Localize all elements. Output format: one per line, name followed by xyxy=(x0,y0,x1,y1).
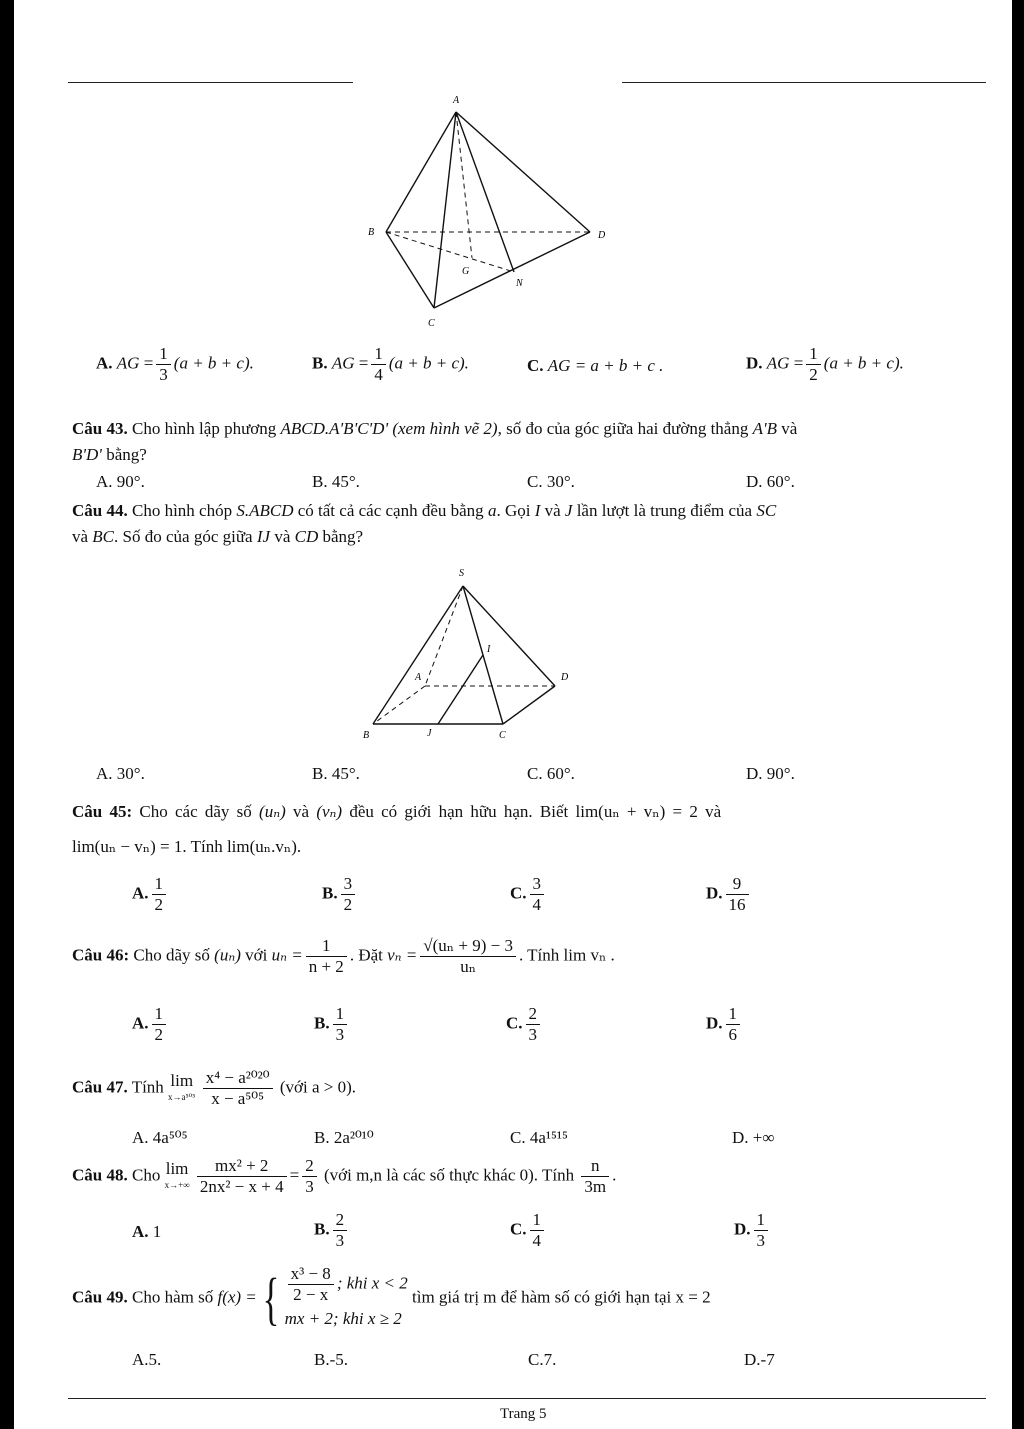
q47-option-c: C. 4a¹⁵¹⁵ xyxy=(510,1128,568,1147)
label-B: B xyxy=(363,730,370,741)
edge-AB-hidden xyxy=(373,686,425,724)
label-J: J xyxy=(427,728,432,739)
label-N: N xyxy=(516,278,523,289)
edge-CD xyxy=(503,686,555,724)
q47-option-b: B. 2a²⁰¹⁰ xyxy=(314,1128,374,1147)
q47-option-a: A. 4a⁵⁰⁵ xyxy=(132,1128,188,1147)
q43-line2: B'D' bằng? xyxy=(72,445,147,464)
edge-BN-hidden xyxy=(386,232,514,272)
left-border xyxy=(0,0,14,1429)
q48-option-a: A. 1 xyxy=(132,1222,162,1241)
q45-option-d: D. $\frac{9}{16}$ xyxy=(706,874,752,915)
edge-AB xyxy=(386,112,456,232)
q49-option-a: A.5. xyxy=(132,1350,162,1369)
q43-option-a: A. 90°. xyxy=(96,472,145,491)
label-A: A xyxy=(415,672,422,683)
q44-line1: Câu 44. Cho hình chóp S.ABCD có tất cả các cạnh đều bằng a. Gọi I và J lần lượt là trung điểm của SC xyxy=(72,501,777,520)
q49-line: Câu 49. Cho hàm số f(x) ={ $\frac{\text{x³ − 8}}{2 - x}$ ; khi x < 2 mx + 2; khi x ≥ 2 tìm giá trị m để hàm số có giới hạn tại x = 2 xyxy=(72,1264,711,1333)
label-G: G xyxy=(462,266,470,277)
q49-option-c: C.7. xyxy=(528,1350,557,1369)
header-rule-left xyxy=(68,82,353,83)
edge-AN xyxy=(456,112,514,272)
q48-option-c: C. $\frac{1}{4}$ xyxy=(510,1210,547,1251)
q42-option-d: D. AG = $\frac{1}{2}$ (a + b + c). xyxy=(746,344,904,384)
edge-CD xyxy=(434,232,590,308)
segment-IJ xyxy=(438,655,483,724)
q45-line1: Câu 45: Cho các dãy số (uₙ) và (vₙ) đều có giới hạn hữu hạn. Biết lim(uₙ + vₙ) = 2 và xyxy=(72,802,722,821)
q44-option-c: C. 60°. xyxy=(527,764,575,783)
page-number: Trang 5 xyxy=(500,1406,547,1422)
q44-option-b: B. 45°. xyxy=(312,764,360,783)
q48-option-b: B. $\frac{2}{3}$ xyxy=(314,1210,350,1251)
label-I: I xyxy=(487,644,491,655)
label-A: A xyxy=(453,95,460,106)
q46-option-b: B. $\frac{1}{3}$ xyxy=(314,1004,350,1045)
q42-option-c: C. AG = a + b + c . xyxy=(527,356,664,375)
right-border xyxy=(1012,0,1024,1429)
piecewise-cases: $\frac{\text{x³ − 8}}{2 - x}$ ; khi x < 2 mx + 2; khi x ≥ 2 xyxy=(284,1264,408,1328)
edge-AC xyxy=(434,112,456,308)
q45-option-c: C. $\frac{3}{4}$ xyxy=(510,874,547,915)
q44-line2: và BC. Số đo của góc giữa IJ và CD bằng? xyxy=(72,527,364,546)
q47-option-d: D. +∞ xyxy=(732,1128,775,1147)
label-D: D xyxy=(598,230,606,241)
q43-option-b: B. 45°. xyxy=(312,472,360,491)
tetrahedron-figure xyxy=(360,90,620,330)
footer-rule xyxy=(68,1398,986,1399)
q44-option-a: A. 30°. xyxy=(96,764,145,783)
q48-option-d: D. $\frac{1}{3}$ xyxy=(734,1210,771,1251)
q45-line2: lim(uₙ − vₙ) = 1. Tính lim(uₙ.vₙ). xyxy=(72,837,302,856)
q46-option-a: A. $\frac{1}{2}$ xyxy=(132,1004,169,1045)
label-C: C xyxy=(428,318,435,329)
q43-line1: Câu 43. Cho hình lập phương ABCD.A'B'C'D' (xem hình vẽ 2), số đo của góc giữa hai đường thẳng A'B và xyxy=(72,419,798,438)
q49-option-d: D.-7 xyxy=(744,1350,775,1369)
q46-line: Câu 46: Cho dãy số (uₙ) với uₙ = $\frac{1}{n + 2}$ . Đặt vₙ = $\frac{\text{√(uₙ + 9) − 3}}{\text{uₙ}}$ . Tính lim vₙ . xyxy=(72,936,615,976)
edge-AD xyxy=(456,112,590,232)
edge-BC xyxy=(386,232,434,308)
q43-option-c: C. 30°. xyxy=(527,472,575,491)
q45-option-b: B. $\frac{3}{2}$ xyxy=(322,874,358,915)
label-S: S xyxy=(459,568,464,579)
q47-line: Câu 47. Tính lim x→a⁵⁰⁵ $\frac{\text{x⁴ − a²⁰²⁰}}{\text{x − a⁵⁰⁵}}$ (với a > 0). xyxy=(72,1068,356,1108)
pyramid-figure xyxy=(355,562,595,747)
q42-option-b: B. AG = $\frac{1}{4}$ (a + b + c). xyxy=(312,344,469,384)
q49-option-b: B.-5. xyxy=(314,1350,348,1369)
label-B: B xyxy=(368,227,375,238)
label-C: C xyxy=(499,730,506,741)
q42-option-a: A. AG = $\frac{1}{3}$ (a + b + c). xyxy=(96,344,254,384)
cases-brace: { xyxy=(262,1265,280,1331)
q43-option-d: D. 60°. xyxy=(746,472,795,491)
q46-option-d: D. $\frac{1}{6}$ xyxy=(706,1004,743,1045)
q44-option-d: D. 90°. xyxy=(746,764,795,783)
label-D: D xyxy=(561,672,569,683)
q48-line: Câu 48. Cho lim x→+∞ $\frac{\text{mx² + 2}}{\text{2nx² − x + 4}}$ = $\frac{2}{3}$ (với m,n là các số thực khác 0). Tính $\frac{n}{3m}$ . xyxy=(72,1156,617,1196)
edge-SB xyxy=(373,586,463,724)
q46-option-c: C. $\frac{2}{3}$ xyxy=(506,1004,543,1045)
q45-option-a: A. $\frac{1}{2}$ xyxy=(132,874,169,915)
header-rule-right xyxy=(622,82,986,83)
